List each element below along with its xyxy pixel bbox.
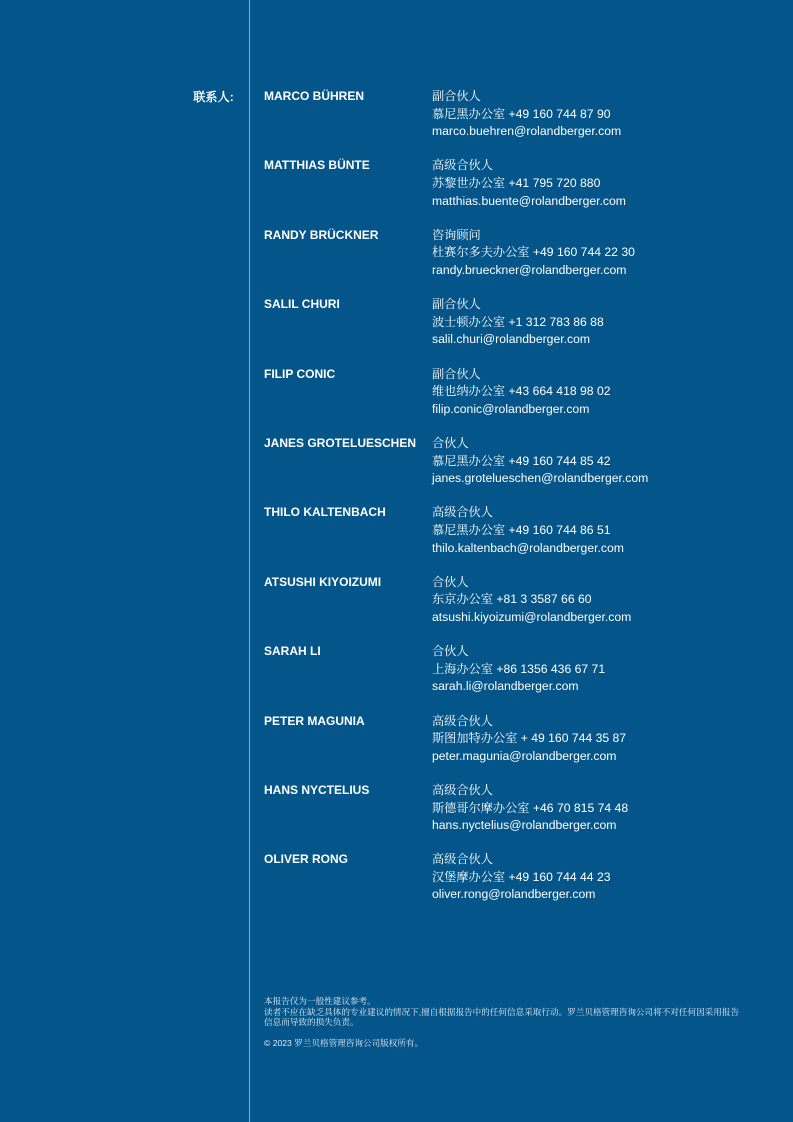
- contact-details: [432, 88, 621, 141]
- contact-title: 高级合伙人: [432, 782, 493, 797]
- contact-name: FILIP CONIC: [264, 366, 336, 381]
- contact-office-phone: 维也纳办公室 +43 664 418 98 02: [432, 384, 611, 399]
- contact-details: [432, 157, 626, 210]
- contact-name: SALIL CHURI: [264, 297, 340, 312]
- contact-email: peter.magunia@rolandberger.com: [432, 748, 617, 763]
- contact-office-phone: 慕尼黑办公室 +49 160 744 86 51: [432, 522, 611, 537]
- contact-email: hans.nyctelius@rolandberger.com: [432, 818, 617, 833]
- contact-title: 高级合伙人: [432, 713, 493, 728]
- contact-title: 高级合伙人: [432, 852, 493, 867]
- contact-title: 副合伙人: [432, 89, 481, 103]
- contact-name: THILO KALTENBACH: [264, 505, 386, 520]
- contact-email: randy.brueckner@rolandberger.com: [432, 262, 627, 277]
- contact-details: [432, 504, 624, 557]
- contact-details: [432, 782, 628, 835]
- contact-entry: [264, 366, 764, 435]
- contact-office-phone: 东京办公室 +81 3 3587 66 60: [432, 592, 592, 607]
- contact-email: thilo.kaltenbach@rolandberger.com: [432, 540, 624, 555]
- contact-details: [432, 574, 631, 627]
- contact-title: 高级合伙人: [432, 158, 493, 173]
- contact-entry: [264, 713, 764, 782]
- contact-name: MARCO BÜHREN: [264, 89, 364, 103]
- contact-entry: [264, 851, 764, 920]
- disclaimer-line-1: 本报告仅为一般性建议参考。: [264, 996, 376, 1006]
- contact-office-phone: 苏黎世办公室 +41 795 720 880: [432, 175, 601, 190]
- contact-entry: [264, 88, 764, 157]
- contact-office-phone: 上海办公室 +86 1356 436 67 71: [432, 661, 606, 676]
- contact-details: [432, 435, 648, 488]
- contact-title: 副合伙人: [432, 297, 481, 312]
- vertical-divider: [249, 0, 250, 1122]
- disclaimer-footer: [264, 996, 744, 1048]
- contact-email: filip.conic@rolandberger.com: [432, 401, 590, 416]
- contact-entry: [264, 782, 764, 851]
- contacts-list: [264, 88, 764, 921]
- contact-email: oliver.rong@rolandberger.com: [432, 887, 596, 902]
- contact-entry: [264, 227, 764, 296]
- contact-title: 合伙人: [432, 435, 469, 450]
- contacts-heading: 联系人:: [193, 90, 234, 104]
- contact-email: atsushi.kiyoizumi@rolandberger.com: [432, 609, 632, 624]
- contact-email: janes.grotelueschen@rolandberger.com: [432, 471, 649, 486]
- contact-office-phone: 汉堡摩办公室 +49 160 744 44 23: [432, 869, 611, 884]
- contact-office-phone: 斯图加特办公室 + 49 160 744 35 87: [432, 731, 627, 746]
- contact-office-phone: 斯德哥尔摩办公室 +46 70 815 74 48: [432, 800, 629, 815]
- contact-office-phone: 杜赛尔多夫办公室 +49 160 744 22 30: [432, 245, 635, 260]
- contact-entry: [264, 574, 764, 643]
- contact-title: 副合伙人: [432, 366, 481, 381]
- disclaimer-line-2: 读者不应在缺乏具体的专业建议的情况下,擅自根据报告中的任何信息采取行动。罗兰贝格管理咨询公司将不对任何因采用报告信息而导致的损失负责。: [264, 1006, 740, 1027]
- contact-name: OLIVER RONG: [264, 852, 349, 867]
- copyright: © 2023 罗兰贝格管理咨询公司版权所有。: [264, 1037, 424, 1048]
- contact-name: ATSUSHI KIYOIZUMI: [264, 574, 382, 589]
- contact-email: sarah.li@rolandberger.com: [432, 679, 579, 694]
- contact-details: [432, 643, 605, 696]
- contact-entry: [264, 504, 764, 573]
- contact-office-phone: 慕尼黑办公室 +49 160 744 87 90: [432, 106, 611, 121]
- contact-office-phone: 慕尼黑办公室 +49 160 744 85 42: [432, 453, 611, 468]
- contact-name: RANDY BRÜCKNER: [264, 227, 379, 242]
- contact-email: marco.buehren@rolandberger.com: [432, 124, 622, 139]
- contact-details: [432, 227, 635, 280]
- contact-email: matthias.buente@rolandberger.com: [432, 193, 626, 208]
- contact-office-phone: 波士顿办公室 +1 312 783 86 88: [432, 314, 604, 329]
- contact-title: 合伙人: [432, 644, 469, 659]
- contact-name: MATTHIAS BÜNTE: [264, 158, 370, 173]
- contact-title: 高级合伙人: [432, 505, 493, 520]
- contact-name: HANS NYCTELIUS: [264, 782, 370, 797]
- contact-name: JANES GROTELUESCHEN: [264, 435, 417, 450]
- contact-entry: [264, 643, 764, 712]
- contact-name: PETER MAGUNIA: [264, 713, 365, 728]
- contact-details: [432, 296, 604, 349]
- contact-details: [432, 851, 611, 904]
- contact-title: 咨询顾问: [432, 227, 481, 242]
- contact-entry: [264, 435, 764, 504]
- contact-details: [432, 713, 626, 766]
- contact-entry: [264, 296, 764, 365]
- contact-title: 合伙人: [432, 574, 469, 589]
- contact-name: SARAH LI: [264, 644, 321, 659]
- contact-email: salil.churi@rolandberger.com: [432, 332, 591, 347]
- contact-details: [432, 366, 611, 419]
- contact-entry: [264, 157, 764, 226]
